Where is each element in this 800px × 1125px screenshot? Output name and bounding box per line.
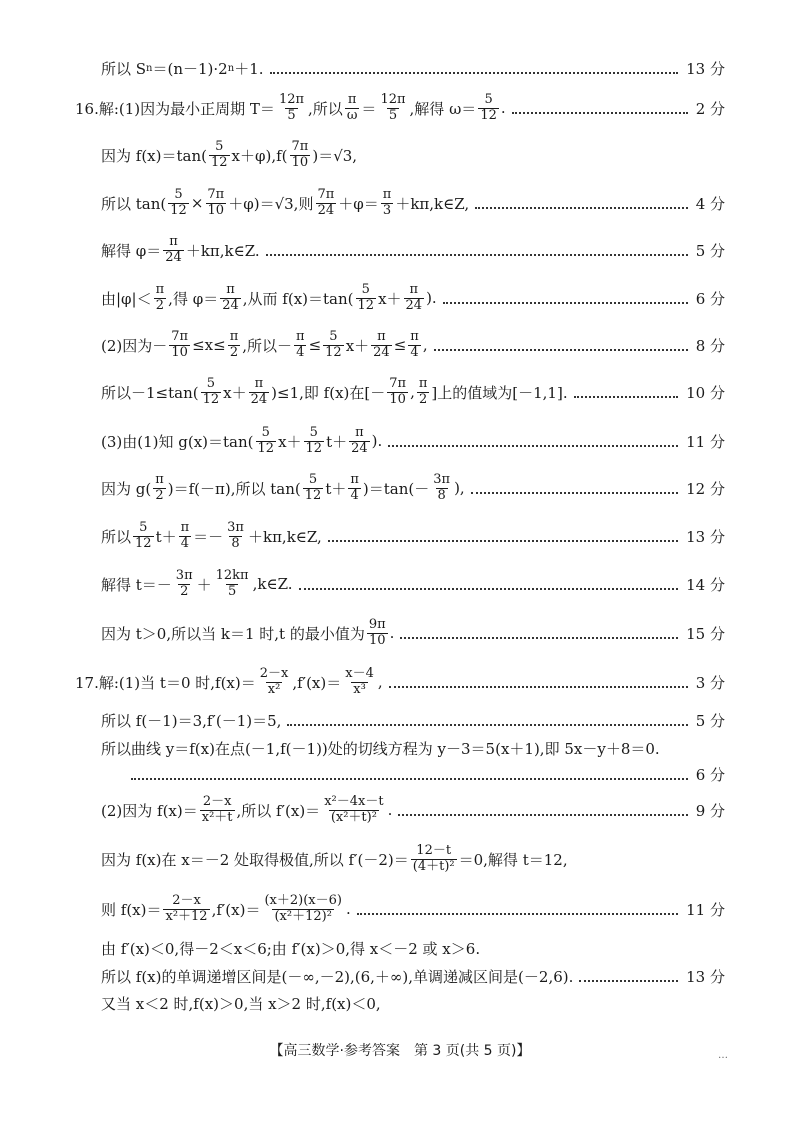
fraction-denominator: 10	[171, 344, 188, 360]
fraction-numerator: π	[169, 234, 178, 250]
line-text	[101, 618, 394, 648]
dotted-leader	[574, 396, 679, 398]
line-text	[101, 473, 465, 503]
fraction	[371, 330, 392, 360]
text-run: ).	[426, 289, 437, 307]
text-run: t＋	[155, 527, 177, 546]
fraction	[249, 377, 270, 407]
fraction-denominator: 24	[250, 391, 268, 407]
fraction-denominator: 12	[305, 440, 323, 456]
answer-line	[0, 839, 725, 879]
fraction-denominator: 3	[382, 202, 392, 218]
answer-line	[0, 889, 725, 929]
text-run: 因为 g(	[101, 479, 152, 498]
fraction	[163, 894, 209, 924]
text-run: ＋φ)＝√3,则	[228, 194, 314, 213]
text-run: ]上的值域为[－1,1].	[431, 383, 568, 402]
fraction-numerator: π	[410, 329, 419, 345]
text-run: ＝0,解得 t＝12,	[458, 850, 568, 869]
fraction-denominator: 8	[231, 535, 240, 551]
text-run: 所以	[101, 527, 132, 546]
fraction-numerator: 5	[139, 520, 148, 536]
dotted-leader	[471, 492, 678, 494]
answer-line	[0, 421, 725, 461]
fraction-denominator: 8	[437, 487, 446, 503]
answer-line	[0, 372, 725, 412]
fraction	[348, 473, 361, 503]
text-run: 所以 f(－1)＝3,f′(－1)＝5,	[101, 711, 282, 730]
score-label: 13 分	[686, 967, 725, 986]
fraction	[411, 844, 457, 874]
text-run: 所以－1≤tan(	[101, 383, 199, 402]
text-run: ＝	[361, 99, 377, 118]
answer-line	[0, 754, 725, 794]
text-run: (3)由(1)知 g(x)＝tan(	[101, 432, 254, 451]
page-footer: 【高三数学·参考答案 第 3 页(共 5 页)】	[269, 1043, 531, 1059]
fraction-numerator: 3π	[175, 568, 193, 584]
text-run: ,所以－	[242, 336, 293, 355]
text-run: x＋	[345, 336, 370, 355]
score-label: 6 分	[695, 765, 725, 784]
dotted-leader	[357, 913, 678, 915]
fraction-denominator: 12	[135, 535, 152, 551]
line-text	[101, 569, 293, 599]
fraction-numerator: 12π	[380, 92, 406, 108]
fraction-numerator: 7π	[317, 187, 335, 203]
fraction-numerator: π	[254, 376, 264, 392]
fraction	[225, 521, 246, 551]
text-run: 由|φ|＜	[101, 289, 152, 308]
text-run: x＋φ),f(	[231, 146, 288, 165]
text-run: ＋1.	[234, 59, 264, 78]
fraction	[323, 330, 344, 360]
fraction-numerator: 7π	[207, 187, 225, 203]
text-run: ＋kπ,k∈Z,	[247, 527, 322, 546]
fraction	[179, 521, 192, 551]
fraction-numerator: 2－x	[172, 893, 201, 909]
text-run: ).	[371, 432, 383, 450]
dotted-leader	[287, 724, 687, 726]
line-text	[101, 140, 357, 170]
score-label: 9 分	[695, 801, 725, 820]
fraction	[404, 283, 425, 313]
fraction-denominator: 4	[296, 344, 305, 360]
fraction-numerator: 5	[309, 425, 318, 441]
answer-line	[0, 88, 725, 128]
score-label: 12 分	[686, 479, 725, 498]
answer-line	[0, 564, 725, 604]
fraction	[163, 235, 184, 265]
fraction	[381, 188, 394, 218]
line-text	[101, 795, 392, 825]
text-run: ＝－	[193, 527, 224, 546]
fraction	[174, 569, 195, 599]
fraction	[304, 426, 325, 456]
text-run: 16.解:(1)因为最小正周期 T＝	[75, 99, 275, 118]
text-run: ,解得 ω＝	[409, 99, 477, 118]
fraction-numerator: 5	[215, 139, 224, 155]
fraction-denominator: x²＋t	[201, 809, 233, 825]
fraction-denominator: x²＋12	[165, 908, 208, 924]
fraction-denominator: 12	[210, 154, 228, 170]
fraction-denominator: 2	[180, 583, 189, 599]
text-run: ＋kπ,k∈Z,	[395, 194, 470, 213]
text-run: ＋	[196, 575, 212, 594]
line-text	[101, 521, 322, 551]
text-run: 因为 t＞0,所以当 k＝1 时,t 的最小值为	[101, 624, 365, 643]
score-label: 3 分	[695, 673, 725, 692]
fraction	[431, 473, 452, 503]
fraction-numerator: 12π	[278, 92, 305, 108]
fraction	[258, 667, 291, 697]
fraction	[478, 93, 499, 123]
fraction-denominator: 24	[351, 440, 368, 456]
dotted-leader	[388, 445, 678, 447]
text-run: 所以 tan(	[101, 194, 167, 213]
dotted-leader	[389, 686, 688, 688]
answer-line	[0, 516, 725, 556]
fraction-numerator: 5	[261, 425, 270, 441]
text-run: .	[500, 99, 506, 117]
fraction	[169, 330, 190, 360]
fraction-denominator: 12	[202, 391, 220, 407]
fraction	[205, 188, 226, 218]
score-label: 8 分	[695, 336, 725, 355]
text-run: ),	[454, 479, 465, 497]
fraction	[153, 473, 166, 503]
text-run: 解得 φ＝	[101, 241, 162, 260]
fraction-denominator: 4	[410, 344, 419, 360]
fraction	[133, 521, 154, 551]
score-label: 13 分	[686, 59, 725, 78]
text-run: ≤	[308, 336, 322, 354]
line-text	[101, 330, 428, 360]
text-run: ,	[410, 383, 415, 401]
answer-line	[0, 662, 725, 702]
text-run: ,得 φ＝	[168, 289, 219, 308]
fraction-numerator: π	[350, 472, 359, 488]
text-run: 所以 S	[101, 59, 147, 78]
fraction-denominator: 10	[207, 202, 225, 218]
fraction-denominator: 10	[389, 391, 406, 407]
text-run: t＋	[326, 432, 348, 451]
fraction-denominator: 5	[388, 107, 398, 123]
fraction	[303, 473, 324, 503]
fraction-numerator: π	[347, 92, 357, 108]
fraction-denominator: 4	[350, 487, 359, 503]
fraction-numerator: 3π	[227, 520, 244, 536]
text-run: ,f′(x)＝	[292, 673, 342, 692]
text-run: ＋kπ,k∈Z.	[185, 241, 260, 260]
fraction-denominator: 24	[222, 297, 239, 313]
fraction-numerator: x－4	[345, 666, 374, 682]
fraction	[417, 377, 430, 407]
fraction-denominator: 12	[304, 487, 322, 503]
fraction-numerator: 7π	[389, 376, 407, 392]
text-run: 所以 f(x)的单调递增区间是(－∞,－2),(6,＋∞),单调递减区间是(－2,6).	[101, 967, 574, 986]
text-run: ＝(n－1)·2	[152, 59, 228, 78]
superscript: n	[227, 62, 235, 74]
fraction	[349, 426, 370, 456]
line-text	[101, 844, 568, 874]
fraction-denominator: 24	[405, 297, 423, 313]
fraction-denominator: 2	[155, 487, 164, 503]
answer-line	[0, 230, 725, 270]
corner-mark: …	[718, 1050, 728, 1061]
fraction-numerator: 3π	[433, 472, 451, 488]
line-text	[101, 58, 264, 79]
line-text	[101, 426, 382, 456]
fraction-denominator: ω	[346, 107, 358, 123]
fraction-denominator: 12	[257, 440, 275, 456]
text-run: 因为 f(x)＝tan(	[101, 146, 207, 165]
answer-line	[0, 983, 725, 1023]
fraction-numerator: 5	[329, 329, 338, 345]
fraction	[168, 188, 189, 218]
fraction-numerator: 5	[361, 282, 370, 298]
text-run: ,	[377, 673, 383, 691]
fraction-numerator: π	[418, 376, 428, 392]
fraction	[408, 330, 421, 360]
fraction-numerator: π	[377, 329, 386, 345]
fraction-denominator: 5	[287, 107, 296, 123]
text-run: ,从而 f(x)＝tan(	[242, 289, 354, 308]
text-run: )＝√3,	[312, 146, 358, 165]
fraction-numerator: 5	[206, 376, 216, 392]
fraction-numerator: 12－t	[416, 843, 452, 859]
text-run: 所以曲线 y＝f(x)在点(－1,f(－1))处的切线方程为 y－3＝5(x＋1),即 5x－y＋8＝0.	[101, 739, 660, 758]
fraction	[214, 569, 251, 599]
line-text	[101, 235, 260, 265]
score-label: 5 分	[695, 241, 725, 260]
fraction-denominator: 10	[291, 154, 309, 170]
dotted-leader	[328, 540, 678, 542]
text-run: ≤	[393, 336, 407, 354]
score-label: 13 分	[686, 527, 725, 546]
fraction-numerator: π	[180, 520, 190, 536]
answer-line	[0, 325, 725, 365]
score-label: 15 分	[686, 624, 725, 643]
fraction-numerator: 5	[308, 472, 318, 488]
fraction-numerator: 7π	[291, 139, 309, 155]
dotted-leader	[475, 207, 688, 209]
text-run: 17.解:(1)当 t＝0 时,f(x)＝	[75, 673, 256, 692]
fraction	[378, 93, 407, 123]
fraction-numerator: 5	[484, 92, 493, 108]
dotted-leader	[400, 637, 678, 639]
fraction-denominator: 5	[227, 583, 237, 599]
text-run: ,所以	[308, 99, 343, 118]
fraction-numerator: 2－x	[202, 794, 232, 810]
dotted-leader	[434, 349, 688, 351]
fraction-numerator: π	[226, 282, 235, 298]
fraction	[294, 330, 307, 360]
line-text	[101, 188, 469, 218]
fraction-denominator: 12	[170, 202, 187, 218]
text-run: (2)因为－	[101, 336, 168, 355]
fraction	[220, 283, 241, 313]
fraction-denominator: 12	[325, 344, 342, 360]
fraction	[290, 140, 311, 170]
text-run: ＋φ＝	[338, 194, 379, 213]
fraction-denominator: 24	[373, 344, 390, 360]
fraction-denominator: 2	[155, 297, 165, 313]
answer-line	[0, 183, 725, 223]
dotted-leader	[443, 302, 688, 304]
fraction-numerator: x²－4x－t	[324, 794, 384, 810]
fraction-numerator: π	[155, 282, 165, 298]
fraction	[387, 377, 408, 407]
text-run: ×	[190, 194, 204, 212]
text-run: 由 f′(x)＜0,得－2＜x＜6;由 f′(x)＞0,得 x＜－2 或 x＞6.	[101, 939, 481, 958]
fraction	[322, 795, 385, 825]
text-run: .	[345, 900, 351, 918]
text-run: )＝f(－π),所以 tan(	[167, 479, 301, 498]
score-label: 4 分	[695, 194, 725, 213]
line-text	[101, 894, 351, 924]
dotted-leader	[270, 72, 679, 74]
fraction	[256, 426, 277, 456]
text-run: x＋	[278, 432, 302, 451]
answer-line	[0, 790, 725, 830]
fraction-denominator: 2	[418, 391, 428, 407]
dotted-leader	[131, 778, 688, 780]
text-run: ≤x≤	[192, 336, 226, 354]
fraction-denominator: x²	[267, 681, 281, 697]
answer-line	[0, 48, 725, 88]
answer-line	[0, 135, 725, 175]
text-run: ,所以 f′(x)＝	[236, 801, 321, 820]
text-run: 则 f(x)＝	[101, 900, 162, 919]
fraction-numerator: π	[355, 425, 364, 441]
answer-line	[0, 278, 725, 318]
text-run: 因为 f(x)在 x＝－2 处取得极值,所以 f′(－2)＝	[101, 850, 409, 869]
text-run: ,f′(x)＝	[211, 900, 261, 919]
fraction-numerator: 12kπ	[215, 568, 249, 584]
fraction-denominator: (4＋t)²	[412, 858, 455, 874]
fraction	[209, 140, 230, 170]
score-label: 2 分	[695, 99, 725, 118]
text-run: ,	[422, 336, 428, 354]
fraction	[262, 894, 344, 924]
text-run: 解得 t＝－	[101, 575, 172, 594]
dotted-leader	[512, 112, 688, 114]
fraction	[343, 667, 376, 697]
text-run: .	[389, 624, 395, 642]
fraction-numerator: π	[382, 187, 392, 203]
line-text	[75, 93, 506, 123]
score-label: 11 分	[686, 432, 725, 451]
answer-line	[0, 613, 725, 653]
fraction	[367, 618, 388, 648]
dotted-leader	[398, 814, 687, 816]
fraction	[154, 283, 167, 313]
fraction-numerator: π	[229, 329, 239, 345]
dotted-leader	[299, 588, 679, 590]
subscript: n	[146, 62, 153, 74]
line-text	[101, 283, 437, 313]
fraction-numerator: π	[409, 282, 419, 298]
fraction	[277, 93, 306, 123]
text-run: .	[387, 801, 393, 819]
text-run: ,k∈Z.	[252, 575, 293, 593]
fraction-denominator: x³	[353, 681, 366, 697]
fraction	[345, 93, 360, 123]
text-run: x＋	[378, 289, 402, 308]
answer-line	[0, 468, 725, 508]
fraction-denominator: 24	[317, 202, 335, 218]
line-text	[75, 667, 383, 697]
fraction-denominator: 10	[368, 632, 386, 648]
line-text	[101, 993, 381, 1014]
fraction	[315, 188, 336, 218]
score-label: 5 分	[695, 711, 725, 730]
text-run: t＋	[325, 479, 347, 498]
fraction-denominator: 24	[165, 249, 182, 265]
fraction	[228, 330, 241, 360]
fraction-denominator: 12	[480, 107, 497, 123]
fraction-denominator: (x²＋12)²	[274, 908, 332, 924]
fraction	[201, 377, 222, 407]
text-run: )≤1,即 f(x)在[－	[271, 383, 386, 402]
text-run: x＋	[223, 383, 247, 402]
text-run: 又当 x＜2 时,f(x)＞0,当 x＞2 时,f(x)＜0,	[101, 994, 381, 1013]
dotted-leader	[579, 980, 678, 982]
dotted-leader	[266, 254, 688, 256]
score-label: 10 分	[686, 383, 725, 402]
fraction-denominator: (x²＋t)²	[330, 809, 377, 825]
score-label: 6 分	[695, 289, 725, 308]
fraction-numerator: (x＋2)(x－6)	[264, 893, 342, 909]
fraction	[356, 283, 377, 313]
fraction-denominator: 4	[180, 535, 189, 551]
score-label: 14 分	[686, 575, 725, 594]
fraction-numerator: π	[155, 472, 164, 488]
fraction	[200, 795, 235, 825]
fraction-denominator: 12	[357, 297, 375, 313]
fraction-numerator: π	[296, 329, 305, 345]
fraction-numerator: 5	[174, 187, 183, 203]
fraction-denominator: 2	[229, 344, 239, 360]
fraction-numerator: 9π	[368, 617, 386, 633]
text-run: )＝tan(－	[362, 479, 430, 498]
line-text	[101, 377, 568, 407]
text-run: (2)因为 f(x)＝	[101, 801, 198, 820]
fraction-numerator: 2－x	[259, 666, 289, 682]
fraction-numerator: 7π	[171, 329, 189, 345]
score-label: 11 分	[686, 900, 725, 919]
